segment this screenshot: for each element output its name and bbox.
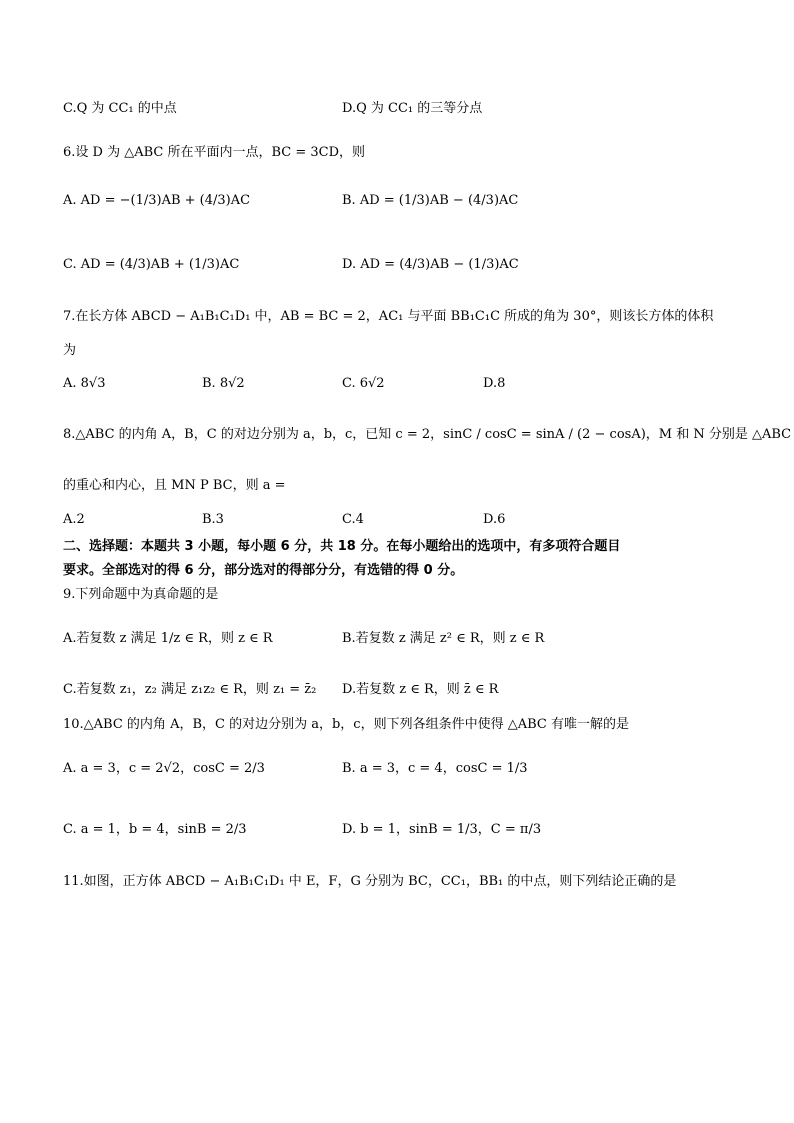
q7-option-d: D.8: [483, 376, 506, 391]
q5-option-d: D.Q 为 CC₁ 的三等分点: [342, 101, 483, 116]
q9-option-a: A.若复数 z 满足 1/z ∈ R，则 z ∈ R: [63, 631, 273, 646]
section-two-heading-line2: 要求。全部选对的得 6 分，部分选对的得部分分，有选错的得 0 分。: [63, 563, 464, 578]
q9-option-b: B.若复数 z 满足 z² ∈ R，则 z ∈ R: [342, 631, 545, 646]
q9-option-d: D.若复数 z ∈ R，则 z̄ ∈ R: [342, 682, 499, 697]
q6-option-b: B. AD = (1/3)AB − (4/3)AC: [342, 193, 519, 208]
q8-stem-line1: 8.△ABC 的内角 A，B，C 的对边分别为 a，b，c，已知 c = 2，sinC / cosC = sinA / (2 − cosA)，M 和 N 分别是 △ABC: [63, 427, 792, 442]
q7-option-b: B. 8√2: [202, 376, 245, 391]
q7-stem-line1: 7.在长方体 ABCD − A₁B₁C₁D₁ 中，AB = BC = 2，AC₁ 与平面 BB₁C₁C 所成的角为 30°，则该长方体的体积: [63, 309, 714, 324]
q10-stem: 10.△ABC 的内角 A，B，C 的对边分别为 a，b，c，则下列各组条件中使得 △ABC 有唯一解的是: [63, 717, 629, 732]
q8-option-b: B.3: [202, 512, 224, 527]
q8-option-c: C.4: [342, 512, 364, 527]
q9-stem: 9.下列命题中为真命题的是: [63, 587, 219, 602]
q10-option-b: B. a = 3，c = 4，cosC = 1/3: [342, 761, 528, 776]
q6-option-d: D. AD = (4/3)AB − (1/3)AC: [342, 257, 519, 272]
q8-stem-line2: 的重心和内心，且 MN P BC，则 a =: [63, 478, 286, 493]
q11-stem: 11.如图，正方体 ABCD − A₁B₁C₁D₁ 中 E，F，G 分别为 BC，CC₁，BB₁ 的中点，则下列结论正确的是: [63, 874, 677, 889]
q5-option-c: C.Q 为 CC₁ 的中点: [63, 101, 177, 116]
q6-option-c: C. AD = (4/3)AB + (1/3)AC: [63, 257, 240, 272]
q8-option-d: D.6: [483, 512, 506, 527]
q10-option-a: A. a = 3，c = 2√2，cosC = 2/3: [63, 761, 265, 776]
q10-option-d: D. b = 1，sinB = 1/3，C = π/3: [342, 822, 542, 837]
q7-option-c: C. 6√2: [342, 376, 385, 391]
q6-option-a: A. AD = −(1/3)AB + (4/3)AC: [63, 193, 251, 208]
q9-option-c: C.若复数 z₁，z₂ 满足 z₁z₂ ∈ R，则 z₁ = z̄₂: [63, 682, 317, 697]
q8-option-a: A.2: [63, 512, 85, 527]
q7-option-a: A. 8√3: [63, 376, 106, 391]
q6-stem: 6.设 D 为 △ABC 所在平面内一点，BC = 3CD，则: [63, 145, 366, 160]
q7-stem-line2: 为: [63, 343, 77, 358]
section-two-heading-line1: 二、选择题：本题共 3 小题，每小题 6 分，共 18 分。在每小题给出的选项中，有多项符合题目: [63, 539, 621, 554]
q10-option-c: C. a = 1，b = 4，sinB = 2/3: [63, 822, 247, 837]
